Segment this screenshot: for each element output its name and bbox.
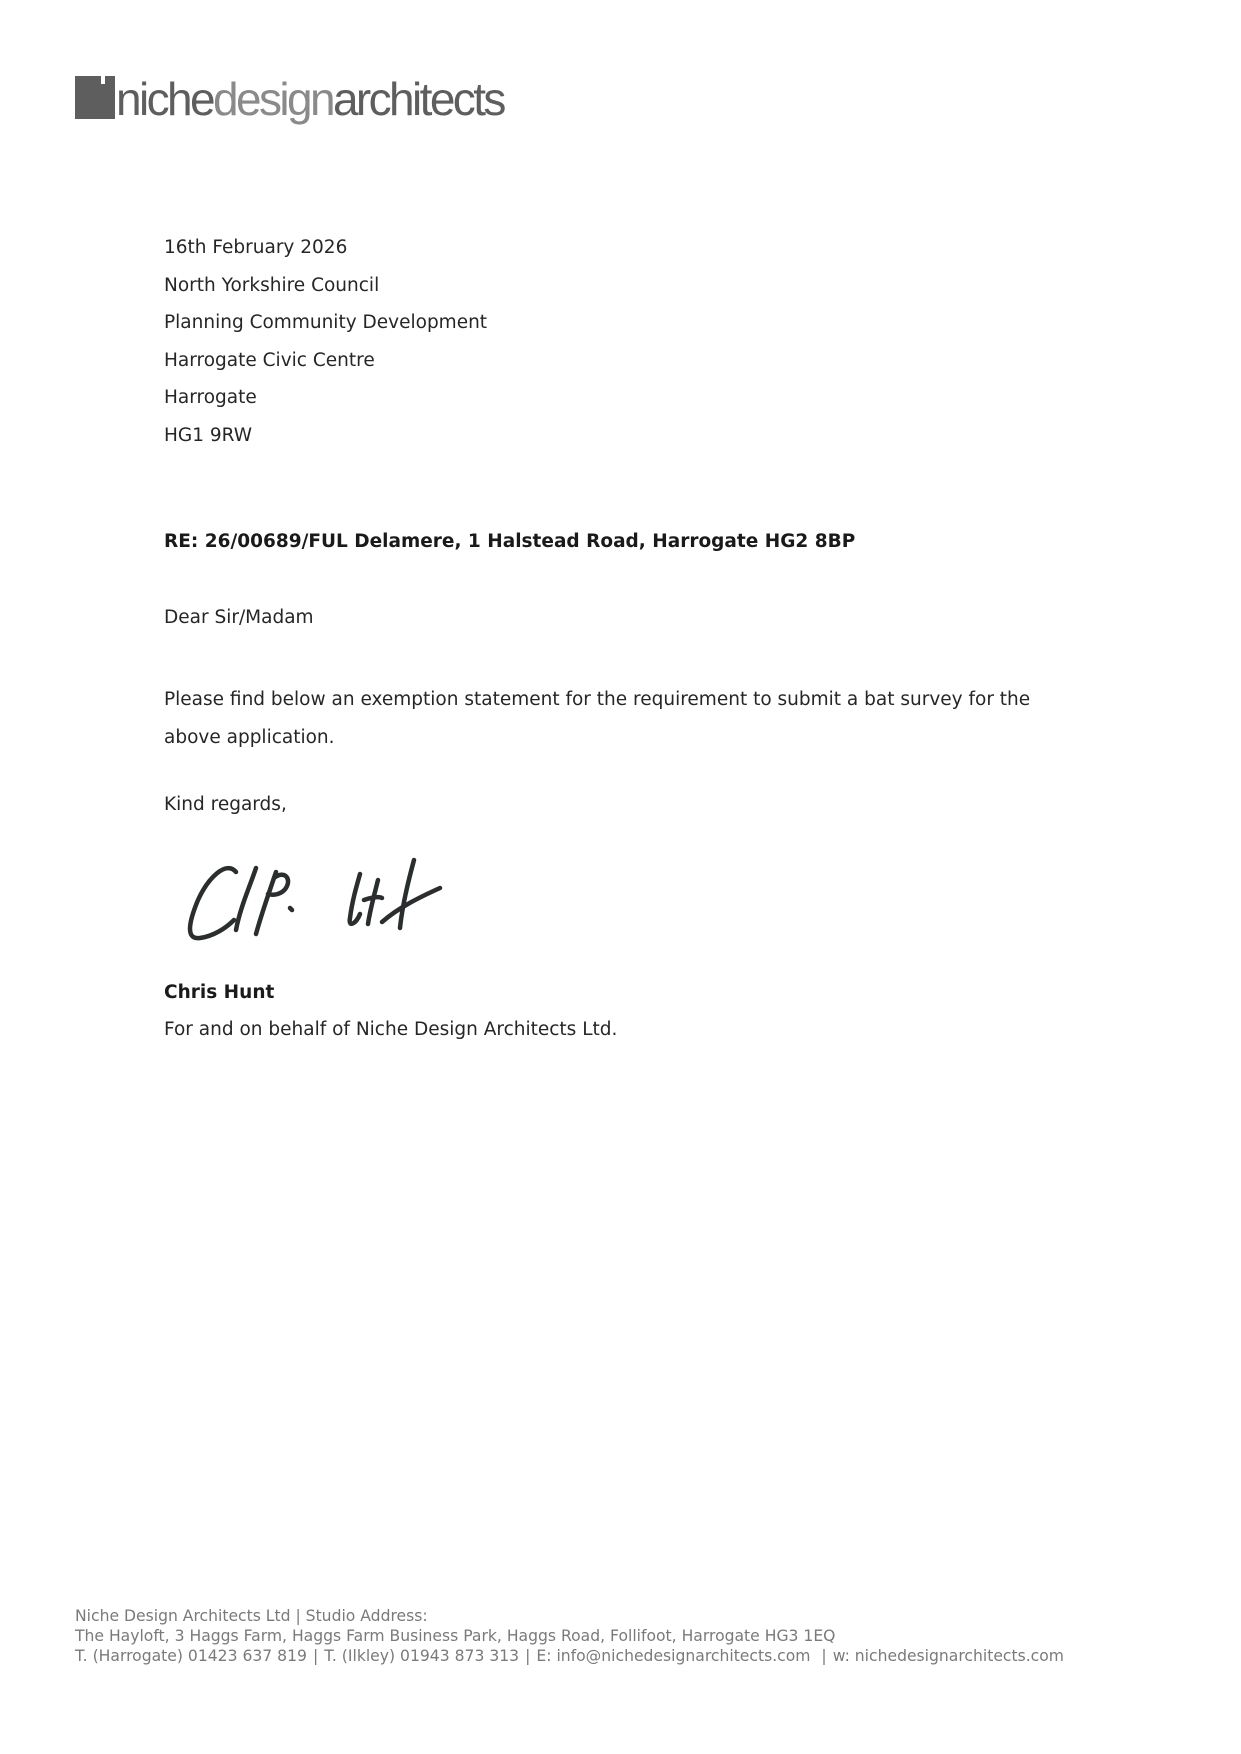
signer-name: Chris Hunt — [164, 982, 275, 1003]
salutation: Dear Sir/Madam — [164, 607, 314, 628]
body-paragraph — [164, 681, 1064, 756]
body-line: above application. — [164, 726, 335, 748]
recipient-line: North Yorkshire Council — [164, 274, 380, 296]
subject-line: RE: 26/00689/FUL Delamere, 1 Halstead Road, Harrogate HG2 8BP — [164, 531, 856, 552]
footer-contact-line: T. (Harrogate) 01423 637 819 | T. (Ilkley) 01943 873 313 | E: info@nichedesignarchitects.com | w: nichedesignarchitects.com — [75, 1647, 1064, 1665]
handwritten-signature — [178, 838, 478, 950]
logo-wordmark: nichedesignarchitects — [116, 73, 504, 125]
logo-block-icon — [75, 76, 115, 119]
closing: Kind regards, — [164, 794, 287, 815]
page-footer — [75, 1606, 1064, 1666]
company-logo — [75, 70, 504, 130]
footer-email-link[interactable]: E: info@nichedesignarchitects.com — [536, 1647, 811, 1665]
recipient-line: Planning Community Development — [164, 312, 488, 334]
recipient-line: HG1 9RW — [164, 424, 253, 446]
letter-date: 16th February 2026 — [164, 237, 348, 258]
recipient-line: Harrogate Civic Centre — [164, 349, 375, 371]
footer-website-link[interactable]: w: nichedesignarchitects.com — [832, 1647, 1064, 1665]
footer-company-line: Niche Design Architects Ltd | Studio Address: — [75, 1607, 428, 1625]
signer-role: For and on behalf of Niche Design Architects Ltd. — [164, 1019, 618, 1040]
footer-address-line: The Hayloft, 3 Haggs Farm, Haggs Farm Business Park, Haggs Road, Follifoot, Harrogate HG3 1EQ — [75, 1627, 836, 1645]
body-line: Please find below an exemption statement for the requirement to submit a bat survey for the — [164, 689, 1031, 710]
footer-phone-harrogate: T. (Harrogate) 01423 637 819 — [75, 1647, 307, 1665]
footer-phone-ilkley: T. (Ilkley) 01943 873 313 — [324, 1647, 520, 1665]
address-block — [164, 229, 487, 455]
recipient-line: Harrogate — [164, 387, 257, 409]
